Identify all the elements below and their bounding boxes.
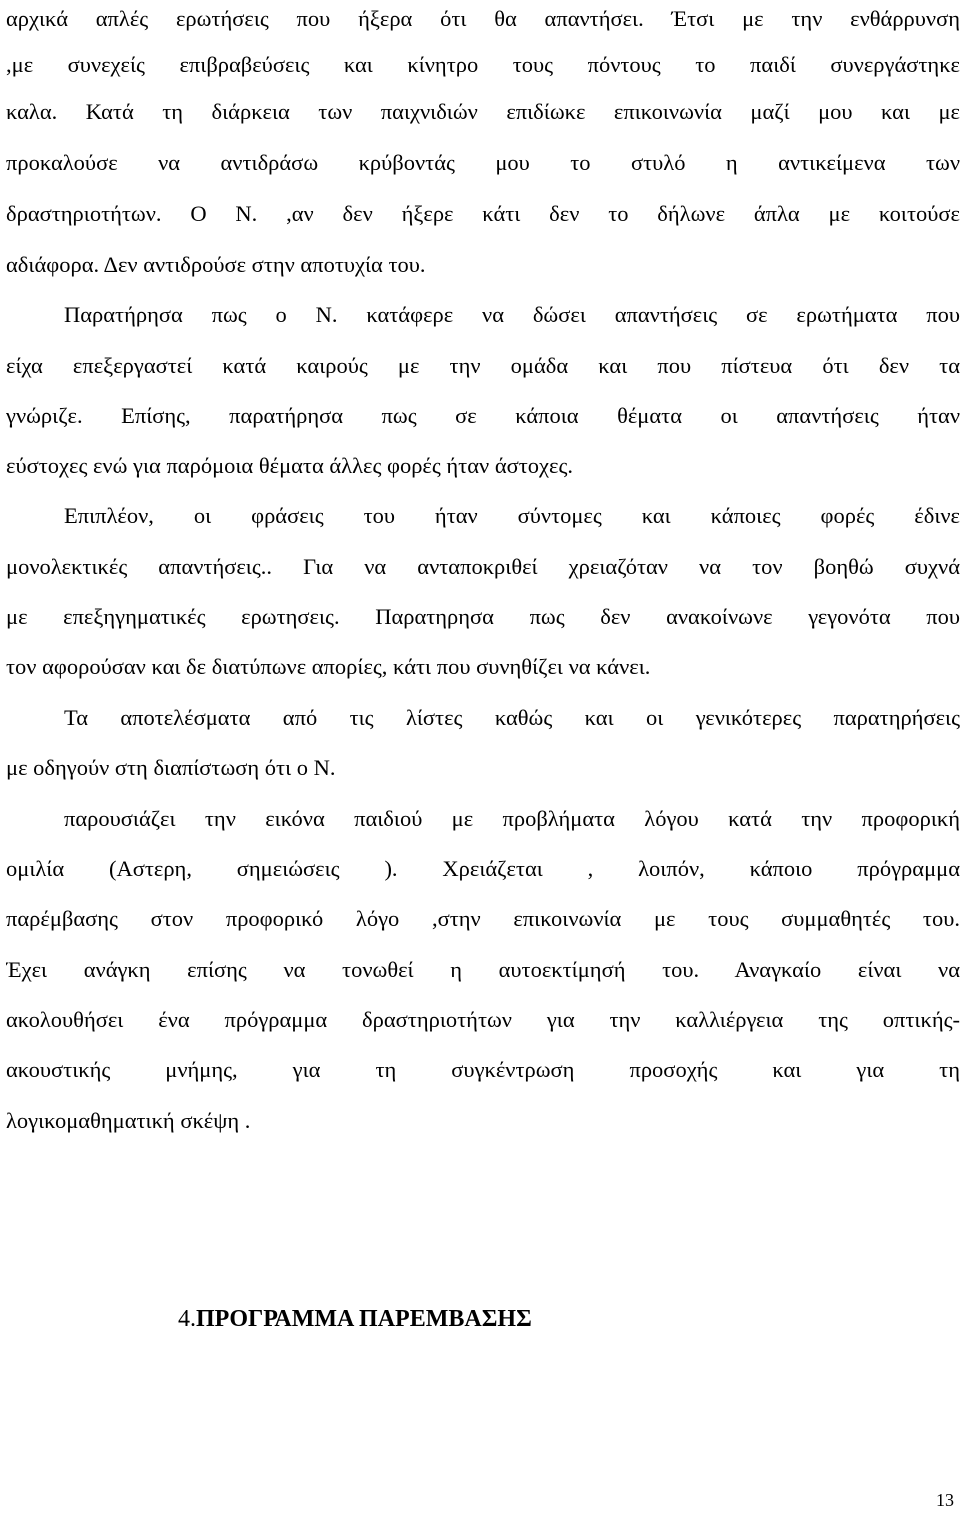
- paragraph-line-6: αδιάφορα. Δεν αντιδρούσε στην αποτυχία του.: [6, 252, 426, 277]
- paragraph-line-8: είχα επεξεργαστεί κατά καιρούς με την ομάδα και που πίστευα ότι δεν τα: [6, 353, 960, 378]
- paragraph-line-9: γνώριζε. Επίσης, παρατήρησα πως σε κάποια θέματα οι απαντήσεις ήταν: [6, 403, 960, 428]
- paragraph-line-20: Έχει ανάγκη επίσης να τονωθεί η αυτοεκτίμησή του. Αναγκαίο είναι να: [6, 957, 960, 982]
- paragraph-line-4: προκαλούσε να αντιδράσω κρύβοντάς μου το στυλό η αντικείμενα των: [6, 150, 960, 175]
- paragraph-line-7: Παρατήρησα πως ο Ν. κατάφερε να δώσει απαντήσεις σε ερωτήματα που: [64, 302, 960, 327]
- paragraph-line-14: τον αφορούσαν και δε διατύπωνε απορίες, κάτι που συνηθίζει να κάνει.: [6, 654, 651, 679]
- page-number: 13: [936, 1490, 954, 1510]
- paragraph-line-23: λογικομαθηματική σκέψη .: [6, 1108, 251, 1133]
- paragraph-line-2: ,με συνεχείς επιβραβεύσεις και κίνητρο τους πόντους το παιδί συνεργάστηκε: [6, 52, 960, 77]
- paragraph-line-22: ακουστικής μνήμης, για τη συγκέντρωση προσοχής και για τη: [6, 1057, 960, 1082]
- paragraph-line-13: με επεξηγηματικές ερωτησεις. Παρατηρησα πως δεν ανακοίνωνε γεγονότα που: [6, 604, 960, 629]
- paragraph-line-3: καλα. Κατά τη διάρκεια των παιχνιδιών επιδίωκε επικοινωνία μαζί μου και με: [6, 99, 960, 124]
- paragraph-line-5: δραστηριοτήτων. Ο Ν. ,αν δεν ήξερε κάτι δεν το δήλωνε άπλα με κοιτούσε: [6, 201, 960, 226]
- paragraph-line-21: ακολουθήσει ένα πρόγραμμα δραστηριοτήτων για την καλλιέργεια της οπτικής-: [6, 1007, 960, 1032]
- paragraph-line-16: με οδηγούν στη διαπίστωση ότι ο Ν.: [6, 755, 336, 780]
- section-heading-number: 4.: [178, 1306, 196, 1332]
- paragraph-line-12: μονολεκτικές απαντήσεις.. Για να ανταποκριθεί χρειαζόταν να τον βοηθώ συχνά: [6, 554, 960, 579]
- section-heading: [178, 1302, 532, 1336]
- paragraph-line-19: παρέμβασης στον προφορικό λόγο ,στην επικοινωνία με τους συμμαθητές του.: [6, 906, 960, 931]
- paragraph-line-11: Επιπλέον, οι φράσεις του ήταν σύντομες και κάποιες φορές έδινε: [64, 503, 960, 528]
- section-heading-title: ΠΡΟΓΡΑΜΜΑ ΠΑΡΕΜΒΑΣΗΣ: [196, 1306, 532, 1332]
- paragraph-line-18: ομιλία (Αστερη, σημειώσεις ). Χρειάζεται , λοιπόν, κάποιο πρόγραμμα: [6, 856, 960, 881]
- paragraph-line-1: αρχικά απλές ερωτήσεις που ήξερα ότι θα απαντήσει. Έτσι με την ενθάρρυνση: [6, 6, 960, 31]
- paragraph-line-15: Τα αποτελέσματα από τις λίστες καθώς και οι γενικότερες παρατηρήσεις: [64, 705, 960, 730]
- paragraph-line-17: παρουσιάζει την εικόνα παιδιού με προβλήματα λόγου κατά την προφορική: [64, 806, 960, 831]
- paragraph-line-10: εύστοχες ενώ για παρόμοια θέματα άλλες φορές ήταν άστοχες.: [6, 453, 573, 478]
